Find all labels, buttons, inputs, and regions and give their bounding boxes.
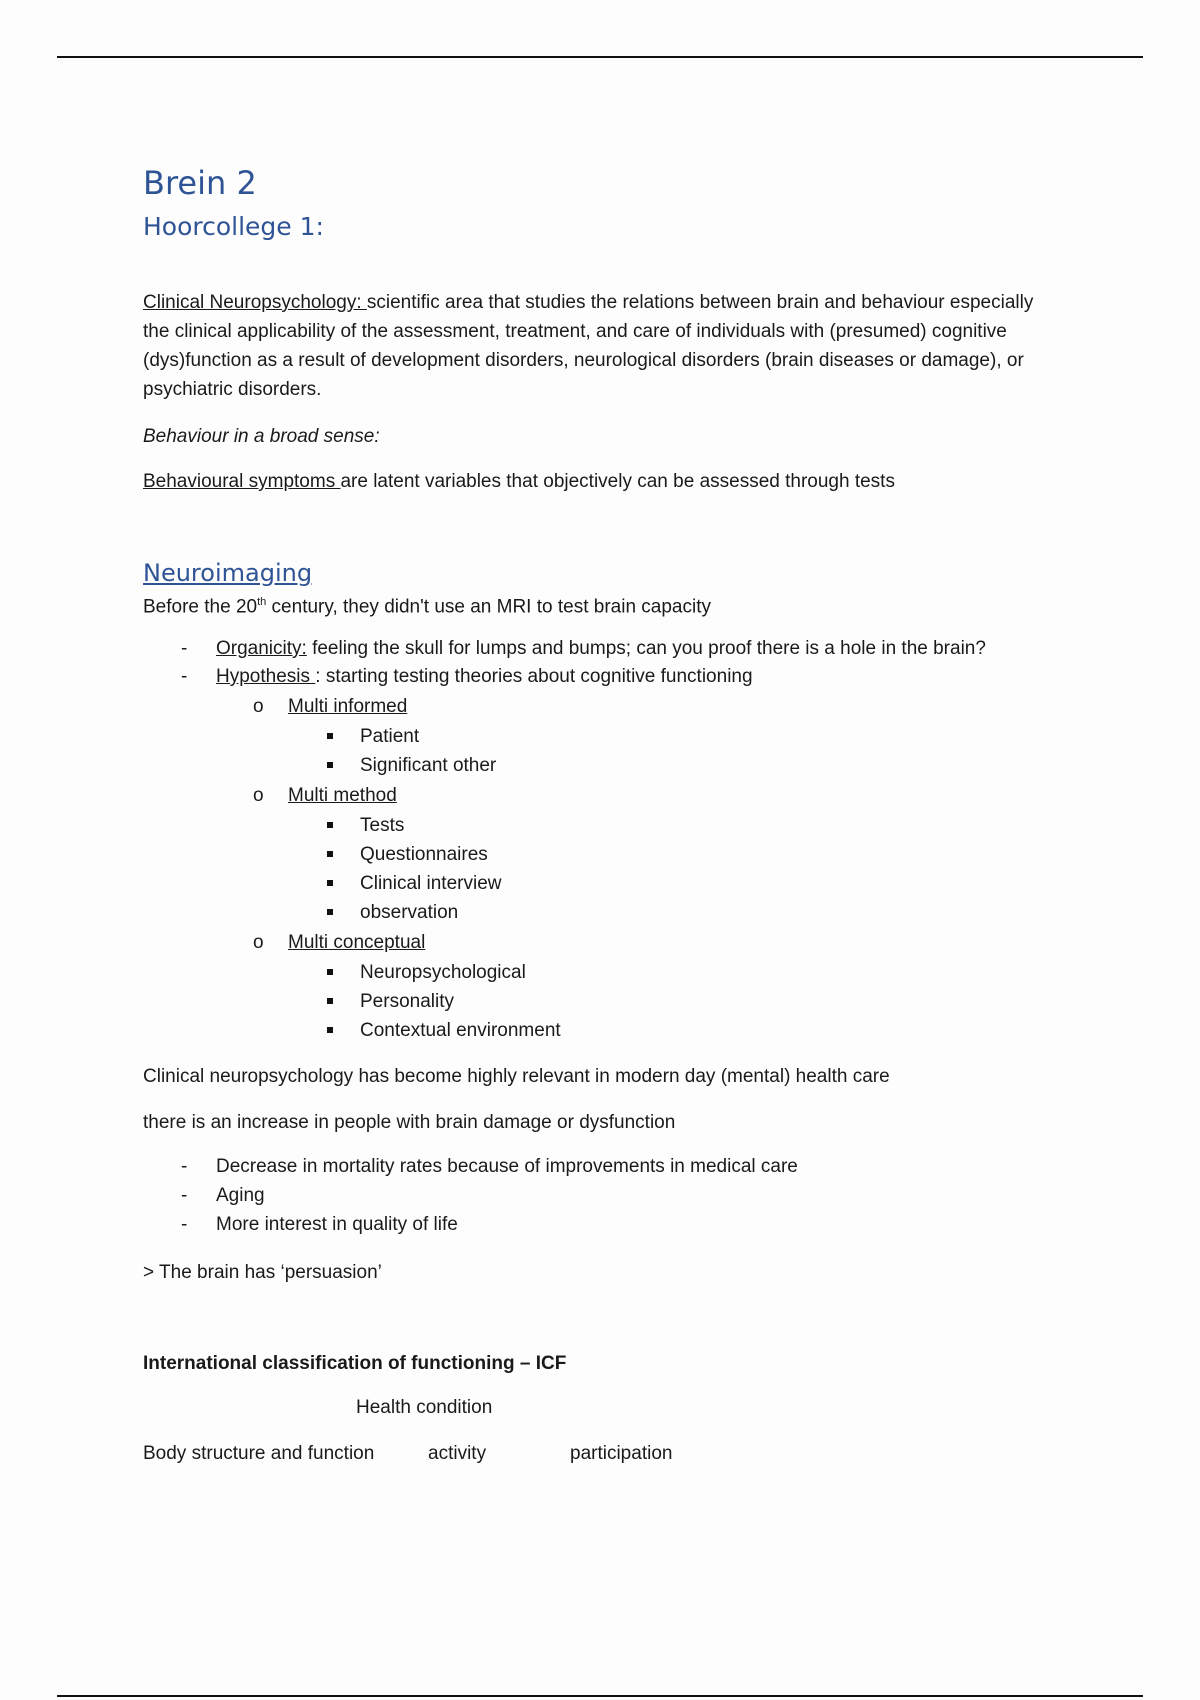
hypothesis-term: Hypothesis (216, 666, 316, 687)
group-multi-method: Multi method (288, 785, 397, 806)
bullet-square (327, 880, 333, 886)
neuroimaging-intro (143, 588, 1063, 621)
list-item-organicity (216, 636, 986, 662)
intro-term: Clinical Neuropsychology: (143, 292, 367, 313)
document-title: Brein 2 (143, 164, 257, 202)
bullet-square (327, 733, 333, 739)
bullet-square (327, 909, 333, 915)
bullet-square (327, 851, 333, 857)
behavioural-paragraph (143, 467, 1063, 496)
bullet-square (327, 822, 333, 828)
list-item: Significant other (360, 755, 497, 776)
bullet-square (327, 762, 333, 768)
list-item: Personality (360, 991, 454, 1012)
header-rule (57, 56, 1143, 58)
behaviour-broad-label: Behaviour in a broad sense: (143, 426, 380, 447)
increase-paragraph: there is an increase in people with brain damage or dysfunction (143, 1112, 676, 1133)
list-item: Patient (360, 726, 420, 747)
neuroimaging-intro-b: century, they didn't use an MRI to test brain capacity (266, 596, 711, 618)
behavioural-term: Behavioural symptoms (143, 471, 341, 492)
group-multi-informed: Multi informed (288, 696, 408, 717)
list-item: Contextual environment (360, 1020, 561, 1041)
list-item: Clinical interview (360, 873, 502, 894)
neuroimaging-intro-sup: th (257, 596, 267, 608)
icf-activity: activity (428, 1443, 487, 1464)
sub-marker: o (253, 696, 264, 717)
list-item: Aging (216, 1185, 265, 1206)
neuroimaging-intro-a: Before the 20 (143, 596, 258, 618)
footer-rule (57, 1695, 1143, 1697)
dash-marker: - (181, 1156, 188, 1177)
bullet-square (327, 1027, 333, 1033)
bullet-square (327, 998, 333, 1004)
dash-marker: - (181, 638, 188, 659)
dash-marker: - (181, 1214, 188, 1235)
icf-participation: participation (570, 1443, 673, 1464)
persuasion-note: > The brain has ‘persuasion’ (143, 1262, 382, 1283)
behavioural-text: are latent variables that objectively can be assessed through tests (340, 471, 895, 492)
list-item: Neuropsychological (360, 962, 526, 983)
icf-body-structure: Body structure and function (143, 1443, 375, 1464)
group-multi-conceptual: Multi conceptual (288, 932, 426, 953)
icf-heading: International classification of functioning – ICF (143, 1353, 567, 1374)
organicity-term: Organicity: (216, 638, 307, 659)
list-item: More interest in quality of life (216, 1214, 458, 1235)
list-item: observation (360, 902, 459, 923)
list-item-hypothesis (216, 664, 753, 690)
bullet-square (327, 969, 333, 975)
neuroimaging-heading: Neuroimaging (143, 559, 313, 587)
list-item: Tests (360, 815, 405, 836)
dash-marker: - (181, 1185, 188, 1206)
list-item: Decrease in mortality rates because of improvements in medical care (216, 1156, 798, 1177)
sub-marker: o (253, 785, 264, 806)
sub-marker: o (253, 932, 264, 953)
dash-marker: - (181, 666, 188, 687)
organicity-text: feeling the skull for lumps and bumps; can you proof there is a hole in the brain? (306, 638, 986, 659)
intro-definition: scientific area that studies the relations between brain and behaviour especially the clinical applicability of the assessment, treatment, and care of individuals with (presumed) cognitive (dys)function as a result of development disorders, neurological disorders (brain diseases or damage), or psychiatric disorders. (143, 292, 1034, 400)
list-item: Questionnaires (360, 844, 488, 865)
icf-health-condition: Health condition (356, 1397, 493, 1418)
relevance-paragraph: Clinical neuropsychology has become highly relevant in modern day (mental) health care (143, 1066, 890, 1087)
intro-paragraph (143, 288, 1063, 404)
hypothesis-text: : starting testing theories about cognitive functioning (315, 666, 753, 687)
lecture-subtitle: Hoorcollege 1: (143, 212, 324, 241)
